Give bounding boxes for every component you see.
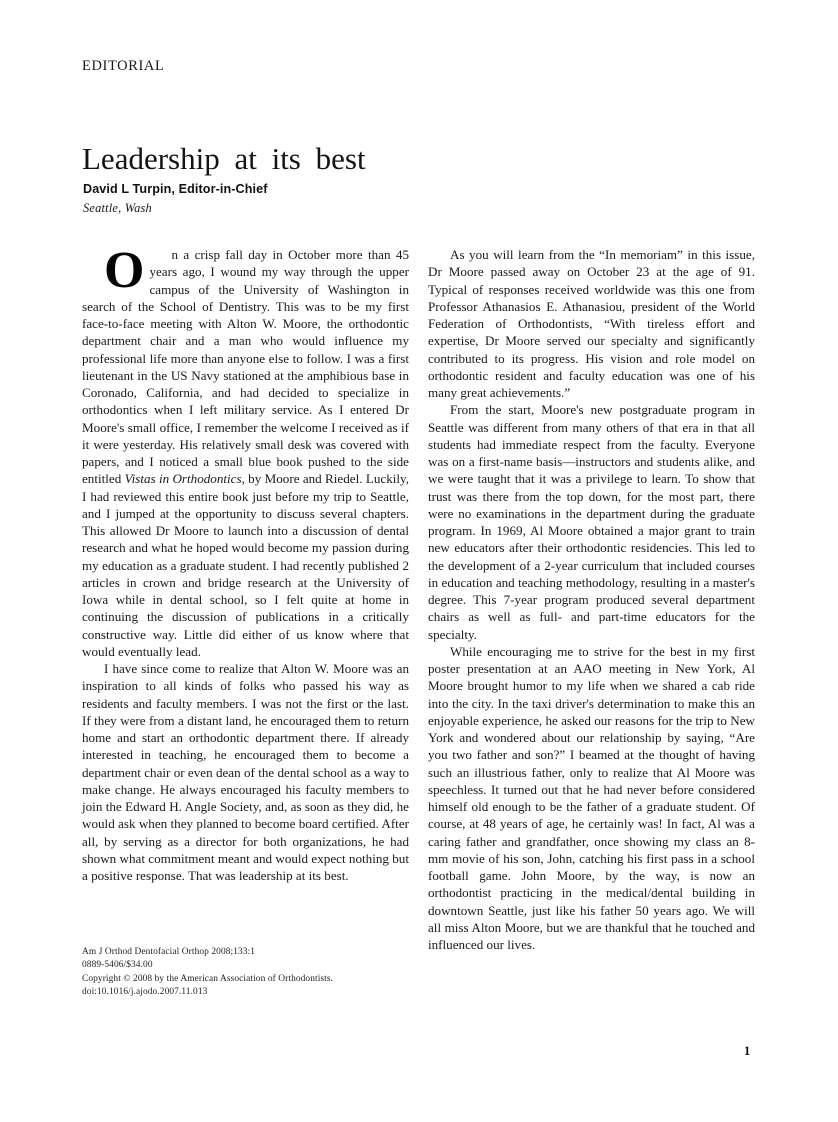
body-column-left	[82, 242, 409, 884]
author-affiliation: Seattle, Wash	[83, 201, 152, 215]
paragraph-left-1-part1: n a crisp fall day in October more than 45 years ago, I wound my way through the upper campus of the University of Washington in search of the School of Dentistry. This was to be my first face-to-face meeting with Alton W. Moore, the orthodontic department chair and a man who would influence my professional life more than anyone else to follow. I was a first lieutenant in the US Navy stationed at the amphibious base in Coronado, California, and had decided to specialize in orthodontics when I left military service. As I entered Dr Moore's small office, I remember the welcome I received as if it were yesterday. His relatively small desk was covered with papers, and I noticed a small blue book pushed to the side entitled	[82, 247, 409, 487]
page-title: Leadership at its best	[82, 140, 366, 176]
paragraph-left-1	[82, 242, 409, 660]
paragraph-left-1-part2: , by Moore and Riedel. Luckily, I had reviewed this entire book just before my trip to Seattle, and I jumped at the opportunity to discuss several chapters. This allowed Dr Moore to launch into a discussion of dental research and what he hoped would become my passion during my education as a graduate student. I had recently published 2 articles in crown and bridge research at the University of Iowa while in dental school, so I felt quite at home in continuing the discussion of publications in a critically constructive way. Little did either of us know where that would eventually lead.	[82, 471, 409, 659]
paragraph-right-3: While encouraging me to strive for the best in my first poster presentation at an AAO meeting in New York, Al Moore brought humor to my life when we shared a cab ride into the city. In the taxi driver's determination to make this an enjoyable experience, he asked our reasons for the trip to New York and wondered about our relationship by saying, “Are you two father and son?” I beamed at the thought of having such an illustrious father, only to realize that Al Moore was speechless. It turned out that he had never before considered himself old enough to be the father of a graduate student. Of course, at 48 years of age, he certainly was! In fact, Al was a caring father and grandfather, once showing my class an 8-mm movie of his son, John, catching his first pass in a school football game. John Moore, by the way, is now an orthodontist practicing in the medical/dental building in downtown Seattle, just like his father 50 years ago. We will all miss Alton Moore, but we are thankful that he touched and influenced our lives.	[428, 643, 755, 952]
book-title-italic: Vistas in Orthodontics	[124, 471, 242, 487]
footnote-doi: doi:10.1016/j.ajodo.2007.11.013	[82, 987, 208, 998]
footnote-issn-price: 0889-5406/$34.00	[82, 960, 153, 971]
copyright-footnote	[82, 946, 412, 1000]
paragraph-left-2: I have since come to realize that Alton W. Moore was an inspiration to all kinds of folks who passed his way as residents and faculty members. I was not the first or the last. If they were from a distant land, he encouraged them to return home and start an orthodontic department there. If already interested in teaching, he encouraged them to become a department chair or even dean of the dental school as a way to make change. He always encouraged his faculty members to join the Edward H. Angle Society, and, as soon as they did, he would ask when they planned to become board certified. After all, by serving as a director for both organizations, he had shown what commitment meant and would expect nothing but a positive response. That was leadership at its best.	[82, 661, 409, 883]
paragraph-right-2: From the start, Moore's new postgraduate program in Seattle was different from many others of that era in that all students had immediate respect from the faculty. Everyone was on a first-name basis—instructors and students alike, and we were taught that it was a privilege to learn. To show that trust was there from the top down, for the most part, there were no examinations in the department during the graduate program. In 1969, Al Moore obtained a major grant to train new educators after their orthodontic residencies. This led to the development of a 2-year curriculum that included courses in education and teaching methodology, resulting in a master's degree. This 7-year program produced several department chairs as well as full- and part-time educators for the specialty.	[428, 402, 755, 642]
section-kicker: EDITORIAL	[82, 58, 165, 74]
page-number: 1	[744, 1044, 751, 1058]
footnote-copyright: Copyright © 2008 by the American Association of Orthodontists.	[82, 973, 334, 984]
author-byline: David L Turpin, Editor-in-Chief	[83, 182, 268, 196]
paragraph-right-1: As you will learn from the “In memoriam” in this issue, Dr Moore passed away on October 23 at the age of 91. Typical of responses received worldwide was this one from Professor Athanasios E. Athanasiou, president of the World Federation of Orthodontists, “With tireless effort and expertise, Dr Moore served our specialty and significantly contributed to its progress. His vision and role model on orthodontic resident and faculty education was one of his many great achievements.”	[428, 247, 755, 400]
drop-cap: O	[104, 242, 145, 299]
body-column-right	[428, 246, 755, 953]
footnote-citation: Am J Orthod Dentofacial Orthop 2008;133:1	[82, 947, 256, 957]
